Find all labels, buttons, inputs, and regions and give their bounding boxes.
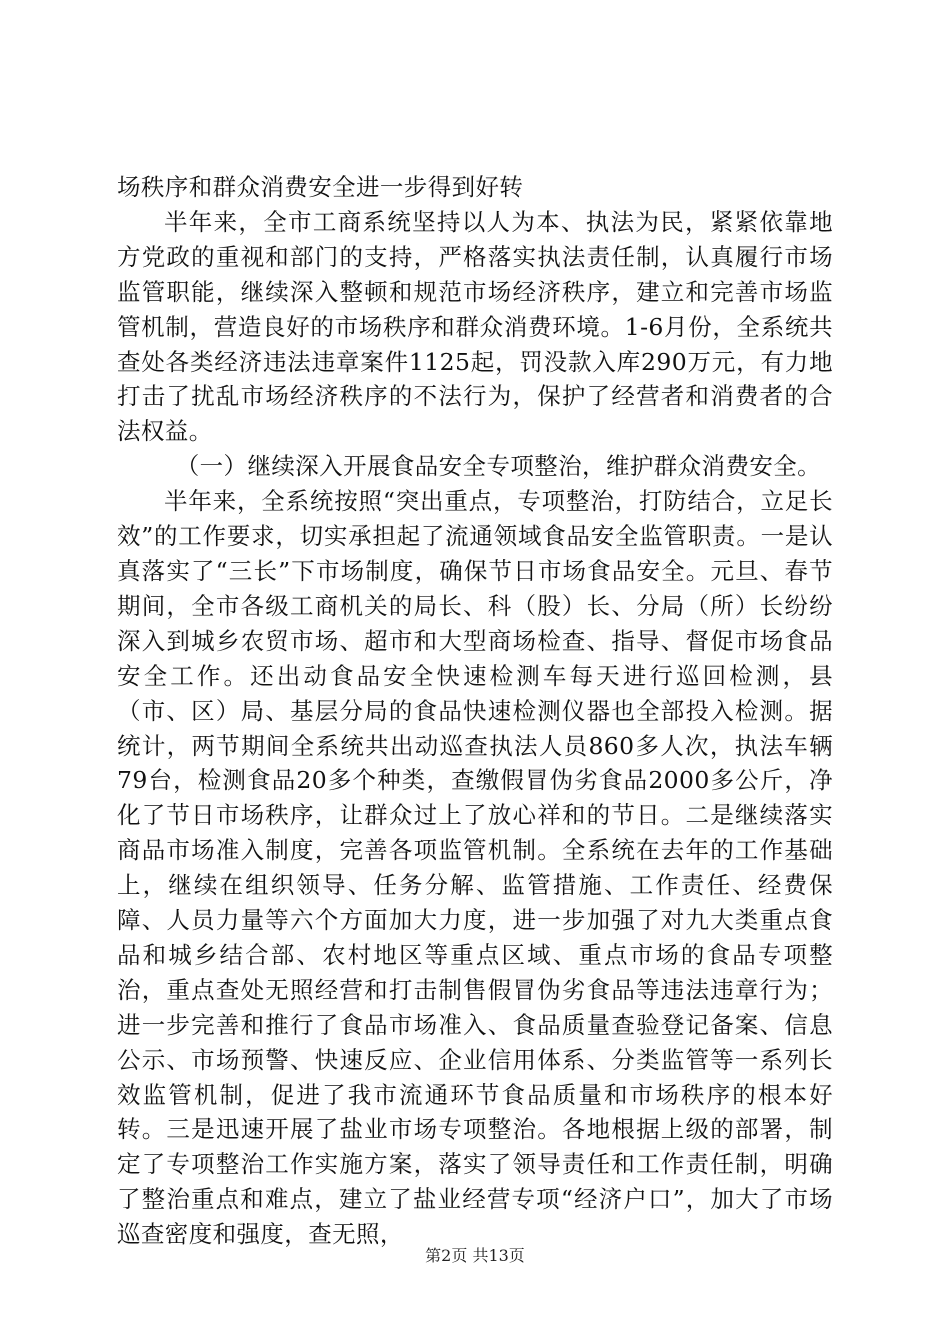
page-footer: 第2页 共13页 <box>425 1246 525 1265</box>
paragraph-food-safety-details: 半年来，全系统按照“突出重点，专项整治，打防结合，立足长效”的工作要求，切实承担起了流通领域食品安全监管职责。一是认真落实了“三长”下市场制度，确保节日市场食品安全。元旦、春节期间，全市各级工商机关的局长、科（股）长、分局（所）长纷纷深入到城乡农贸市场、超市和大型商场检查、指导、督促市场食品安全工作。还出动食品安全快速检测车每天进行巡回检测，县（市、区）局、基层分局的食品快速检测仪器也全部投入检测。据统计，两节期间全系统共出动巡查执法人员860多人次，执法车辆79台，检测食品20多个种类，查缴假冒伪劣食品2000多公斤，净化了节日市场秩序，让群众过上了放心祥和的节日。二是继续落实商品市场准入制度，完善各项监管机制。全系统在去年的工作基础上，继续在组织领导、任务分解、监管措施、工作责任、经费保障、人员力量等六个方面加大力度，进一步加强了对九大类重点食品和城乡结合部、农村地区等重点区域、重点市场的食品专项整治，重点查处无照经营和打击制售假冒伪劣食品等违法违章行为；进一步完善和推行了食品市场准入、食品质量查验登记备案、信息公示、市场预警、快速反应、企业信用体系、分类监管等一系列长效监管机制，促进了我市流通环节食品质量和市场秩序的根本好转。三是迅速开展了盐业市场专项整治。各地根据上级的部署，制定了专项整治工作实施方案，落实了领导责任和工作责任制，明确了整治重点和难点，建立了盐业经营专项“经济户口”，加大了市场巡查密度和强度，查无照， <box>117 487 833 1249</box>
section-heading-food-safety: （一）继续深入开展食品安全专项整治，维护群众消费安全。 <box>175 452 822 481</box>
paragraph-continuation: 场秩序和群众消费安全进一步得到好转 <box>117 173 524 201</box>
paragraph-summary: 半年来，全市工商系统坚持以人为本、执法为民，紧紧依靠地方党政的重视和部门的支持，严格落实执法责任制，认真履行市场监管职能，继续深入整顿和规范市场经济秩序，建立和完善市场监管机制，营造良好的市场秩序和群众消费环境。1-6月份，全系统共查处各类经济违法违章案件1125起，罚没款入库290万元，有力地打击了扰乱市场经济秩序的不法行为，保护了经营者和消费者的合法权益。 <box>117 207 833 446</box>
document-body <box>117 170 833 1252</box>
